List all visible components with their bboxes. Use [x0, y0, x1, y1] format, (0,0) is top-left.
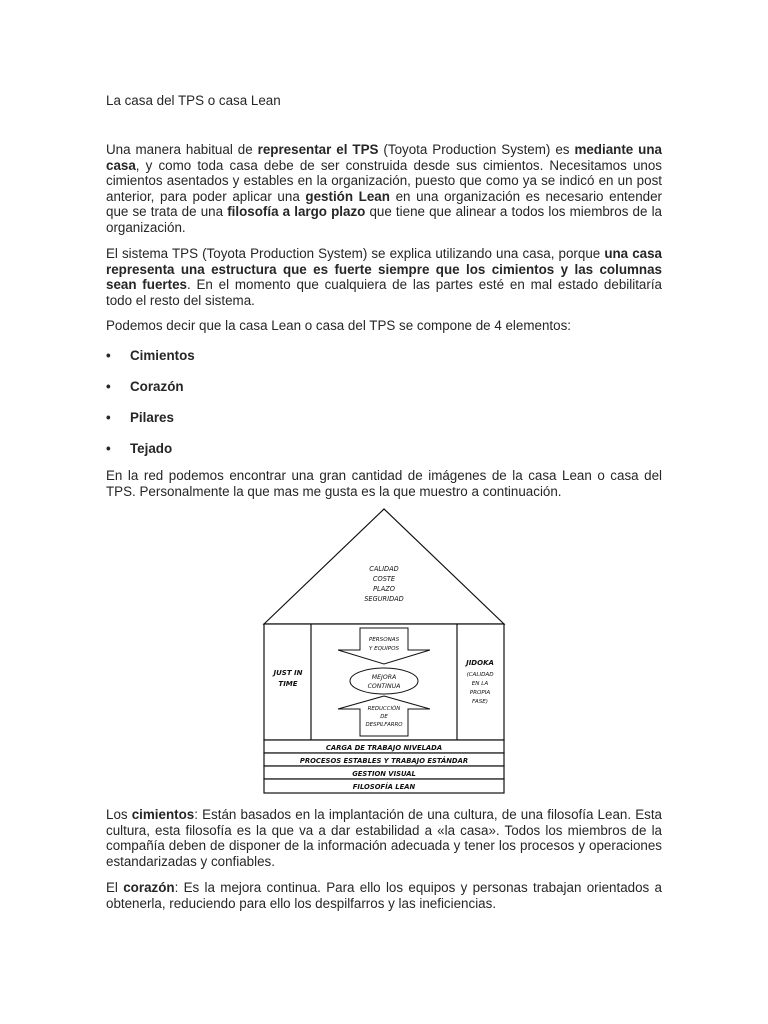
bullet-item [106, 441, 172, 457]
cimientos-paragraph [106, 807, 662, 869]
bullet-glyph: • [106, 379, 111, 394]
bullet-glyph: • [106, 348, 111, 363]
base-label: CARGA DE TRABAJO NIVELADA [325, 744, 443, 752]
lean-house-diagram [260, 508, 508, 798]
bullet-glyph: • [106, 410, 111, 425]
arrow-up-label: DESPILFARRO [365, 722, 403, 728]
bold-run: representar el TPS [257, 142, 379, 157]
text-run: El [106, 880, 124, 895]
base-label: FILOSOFÍA LEAN [352, 783, 416, 791]
base-label: GESTION VISUAL [352, 770, 416, 778]
elements-intro-paragraph: Podemos decir que la casa Lean o casa del TPS se compone de 4 elementos: [106, 318, 571, 333]
mejora-ellipse [350, 668, 418, 694]
text-run: . En el momento que cualquiera de las partes esté en mal estado debilitaría todo el resto del sistema. [106, 277, 662, 308]
text-run: : Es la mejora continua. Para ello los equipos y personas trabajan orientados a obtenerla, reduciendo para ello los despilfarros y las ineficiencias. [106, 880, 662, 911]
bold-run: cimientos [131, 807, 195, 822]
bold-run: filosofía a largo plazo [227, 204, 366, 219]
text-run: Los [106, 807, 132, 822]
right-pillar-label: PROPIA [469, 690, 491, 696]
arrow-down-label: PERSONAS [368, 637, 400, 643]
roof-label: PLAZO [373, 585, 395, 593]
center-label: MEJORA [371, 674, 397, 681]
arrow-up-label: REDUCCIÓN [367, 706, 401, 712]
bullet-label: Pilares [130, 410, 174, 425]
roof-label: COSTE [372, 575, 396, 583]
tps-paragraph [106, 246, 662, 308]
bold-run: gestión Lean [305, 188, 390, 204]
arrow-up-label: DE [380, 714, 388, 720]
left-pillar-label: JUST IN [273, 669, 303, 677]
right-pillar-label: EN LA [471, 681, 489, 687]
text-run: que tiene que alinear a todos los miembros de la organización. [106, 204, 662, 235]
text-run: El sistema TPS (Toyota Production System) se explica utilizando una casa, porque [106, 246, 605, 261]
bold-run: mediante una casa [106, 142, 662, 173]
bold-run: corazón [123, 880, 175, 895]
image-intro-paragraph: En la red podemos encontrar una gran cantidad de imágenes de la casa Lean o casa del TPS. Personalmente la que mas me gusta es la que muestro a continuación. [106, 468, 662, 499]
right-pillar-label: FASE) [472, 699, 488, 705]
center-label: CONTINUA [367, 683, 401, 690]
text-run: Una manera habitual de [106, 142, 258, 157]
base-label: PROCESOS ESTABLES Y TRABAJO ESTÁNDAR [299, 757, 469, 765]
bullet-label: Corazón [130, 379, 184, 394]
text-run: , y como toda casa debe de ser construida desde sus cimientos. Necesitamos unos cimientos asentados y estables en la organización, puesto que como ya se indicó en un post anterior, para poder aplicar una [106, 157, 662, 204]
left-pillar-label: TIME [278, 680, 298, 688]
bullet-label: Cimientos [130, 348, 195, 363]
corazon-paragraph [106, 880, 662, 911]
intro-paragraph [106, 142, 662, 235]
text-run: (Toyota Production System) es [378, 142, 575, 157]
bullet-item [106, 410, 174, 426]
roof-label: SEGURIDAD [364, 595, 404, 603]
page-title: La casa del TPS o casa Lean [106, 93, 281, 108]
bullet-item [106, 348, 195, 364]
text-run: en una organización es necesario entender que se trata de una [106, 188, 663, 219]
right-pillar-label: (CALIDAD [466, 672, 494, 678]
bullet-glyph: • [106, 441, 111, 456]
bullet-item [106, 379, 184, 395]
roof-label: CALIDAD [369, 565, 399, 573]
text-run: : Están basados en la implantación de una cultura, de una filosofía Lean. Esta cultura, esta filosofía es la que va a dar estabilidad a «la casa». Todos los miembros de la compañía deben de disponer de la información adecuada y tener los procesos y operaciones estandarizadas y confiables. [106, 807, 662, 869]
right-pillar-label: JIDOKA [466, 659, 494, 667]
arrow-down-label: Y EQUIPOS [368, 646, 400, 652]
bullet-label: Tejado [130, 441, 173, 456]
bold-run: una casa representa una estructura que es fuerte siempre que los cimientos y las columnas sean fuertes [106, 246, 662, 292]
